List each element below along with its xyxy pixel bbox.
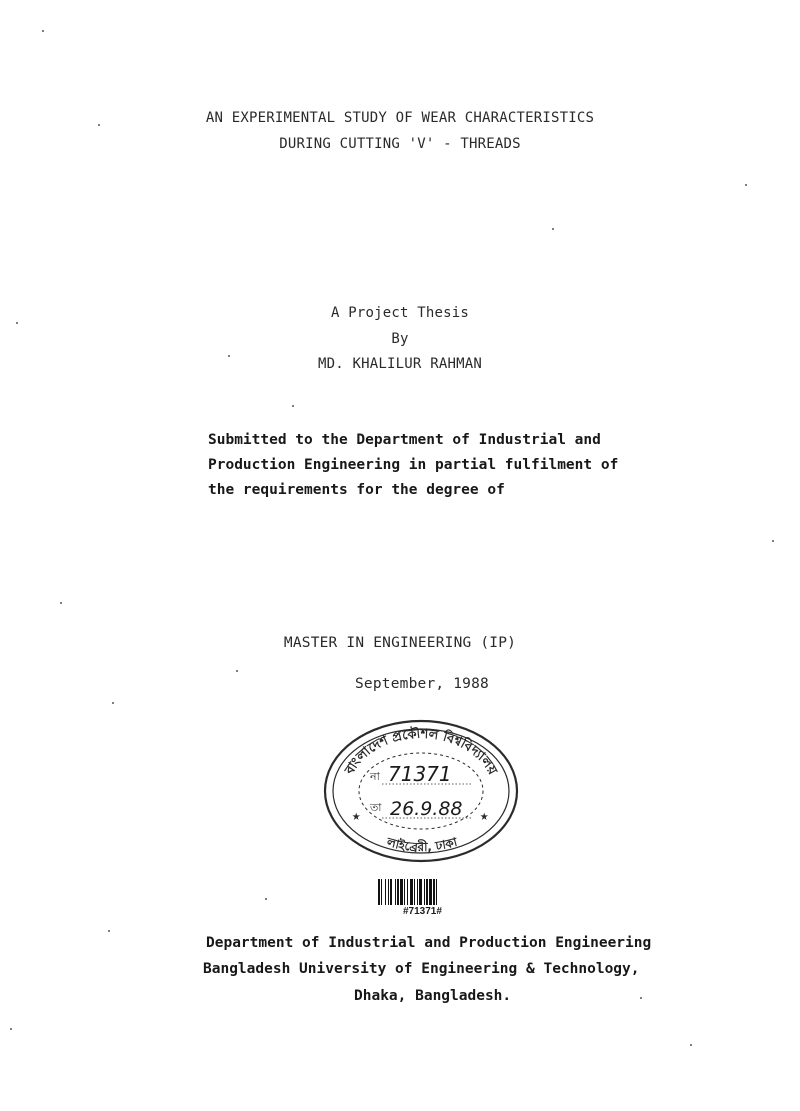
submission-line-1: Submitted to the Department of Industrial and (208, 432, 601, 448)
stamp-arc-text: বাংলাদেশ প্রকৌশল বিশ্ববিদ্যালয় (342, 726, 500, 778)
submission-date: September, 1988 (355, 676, 489, 692)
stamp-outer-ring (325, 721, 517, 861)
stamp-date-prefix: তা (370, 801, 382, 814)
star-right-icon: ★ (480, 808, 489, 824)
submission-line-2: Production Engineering in partial fulfilment of (208, 457, 619, 473)
author-name: MD. KHALILUR RAHMAN (318, 356, 482, 372)
institution-line-2: Bangladesh University of Engineering & Technology, (203, 961, 640, 977)
institution-line-1: Department of Industrial and Production Engineering (206, 935, 652, 951)
by-label: By (391, 331, 409, 347)
thesis-title-line-1: AN EXPERIMENTAL STUDY OF WEAR CHARACTERISTICS (205, 110, 595, 126)
institution-line-3: Dhaka, Bangladesh. (354, 988, 512, 1004)
stamp-accession-number: 71371 (388, 762, 452, 786)
library-stamp (322, 718, 520, 864)
star-left-icon: ★ (352, 808, 361, 824)
thesis-title-line-2: DURING CUTTING 'V' - THREADS (279, 136, 521, 152)
barcode-label: #71371# (403, 906, 442, 917)
stamp-bottom-text: লাইব্রেরী, ঢাকা (385, 834, 459, 855)
document-type: A Project Thesis (330, 305, 470, 321)
submission-line-3: the requirements for the degree of (208, 482, 505, 498)
stamp-number-prefix: না (370, 770, 380, 783)
barcode (378, 879, 498, 905)
degree-name: MASTER IN ENGINEERING (IP) (283, 635, 517, 651)
stamp-date: 26.9.88 (390, 798, 463, 820)
